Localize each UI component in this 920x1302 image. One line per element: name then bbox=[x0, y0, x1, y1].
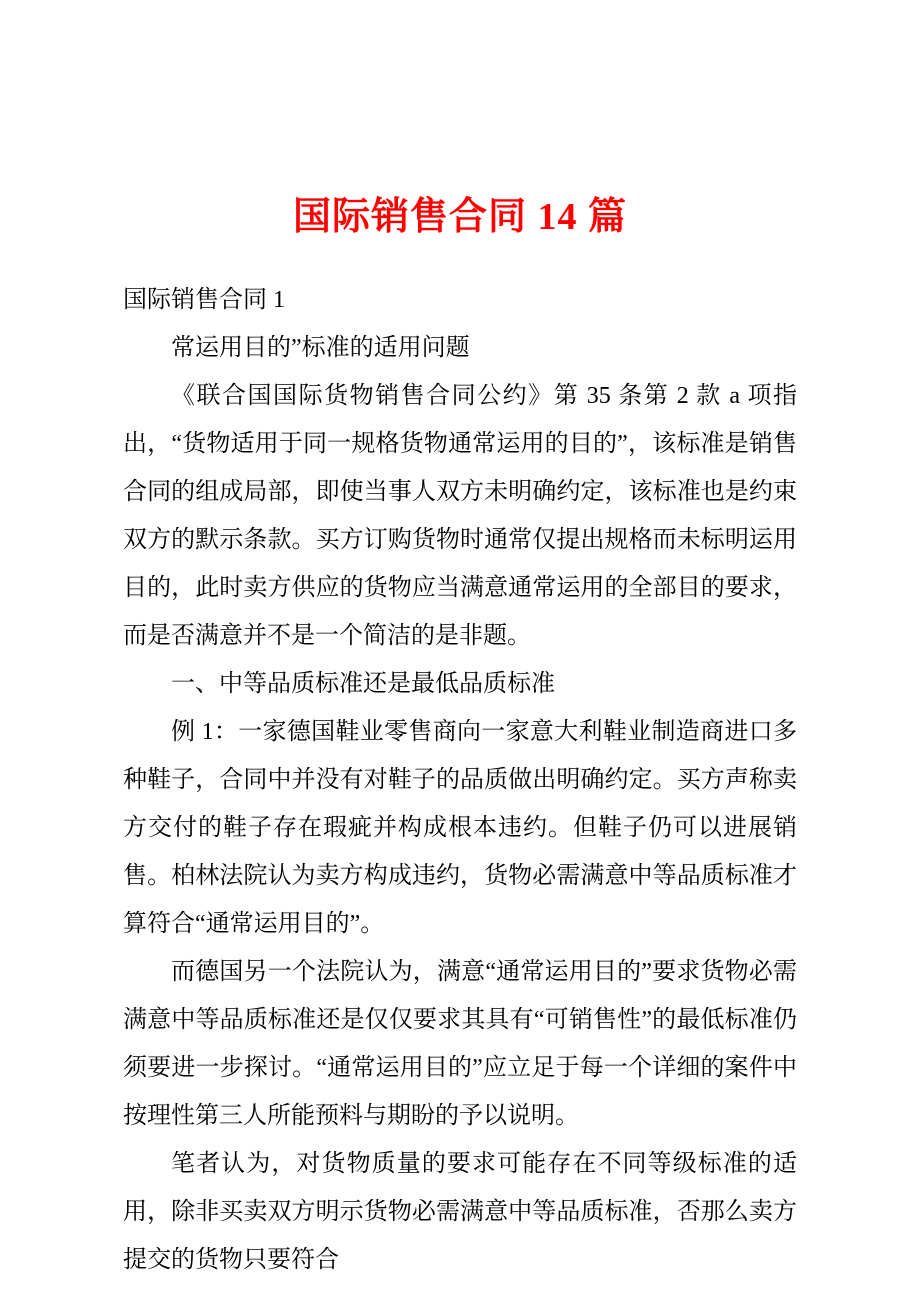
paragraph: 例 1：一家德国鞋业零售商向一家意大利鞋业制造商进口多种鞋子，合同中并没有对鞋子的品质做出明确约定。买方声称卖方交付的鞋子存在瑕疵并构成根本违约。但鞋子仍可以进展销售。柏林法院认为卖方构成违约，货物必需满意中等品质标准才算符合“通常运用目的”。 bbox=[123, 719, 797, 937]
paragraph: 一、中等品质标准还是最低品质标准 bbox=[171, 671, 555, 697]
paragraph: 常运用目的”标准的适用问题 bbox=[171, 335, 470, 361]
paragraph: 国际销售合同 1 bbox=[123, 287, 285, 313]
document-body bbox=[123, 242, 797, 1284]
paragraph: 而德国另一个法院认为，满意“通常运用目的”要求货物必需满意中等品质标准还是仅仅要求其具有“可销售性”的最低标准仍须要进一步探讨。“通常运用目的”应立足于每一个详细的案件中按理性第三人所能预料与期盼的予以说明。 bbox=[123, 959, 797, 1129]
paragraph: 《联合国国际货物销售合同公约》第 35 条第 2 款 a 项指出，“货物适用于同一规格货物通常运用的目的”，该标准是销售合同的组成局部，即使当事人双方未明确约定，该标准也是约束双方的默示条款。买方订购货物时通常仅提出规格而未标明运用目的，此时卖方供应的货物应当满意通常运用的全部目的要求，而是否满意并不是一个简洁的是非题。 bbox=[123, 383, 797, 649]
document-title: 国际销售合同 14 篇 bbox=[292, 196, 627, 238]
paragraph: 笔者认为，对货物质量的要求可能存在不同等级标准的适用，除非买卖双方明示货物必需满意中等品质标准，否那么卖方提交的货物只要符合 bbox=[123, 1151, 797, 1273]
